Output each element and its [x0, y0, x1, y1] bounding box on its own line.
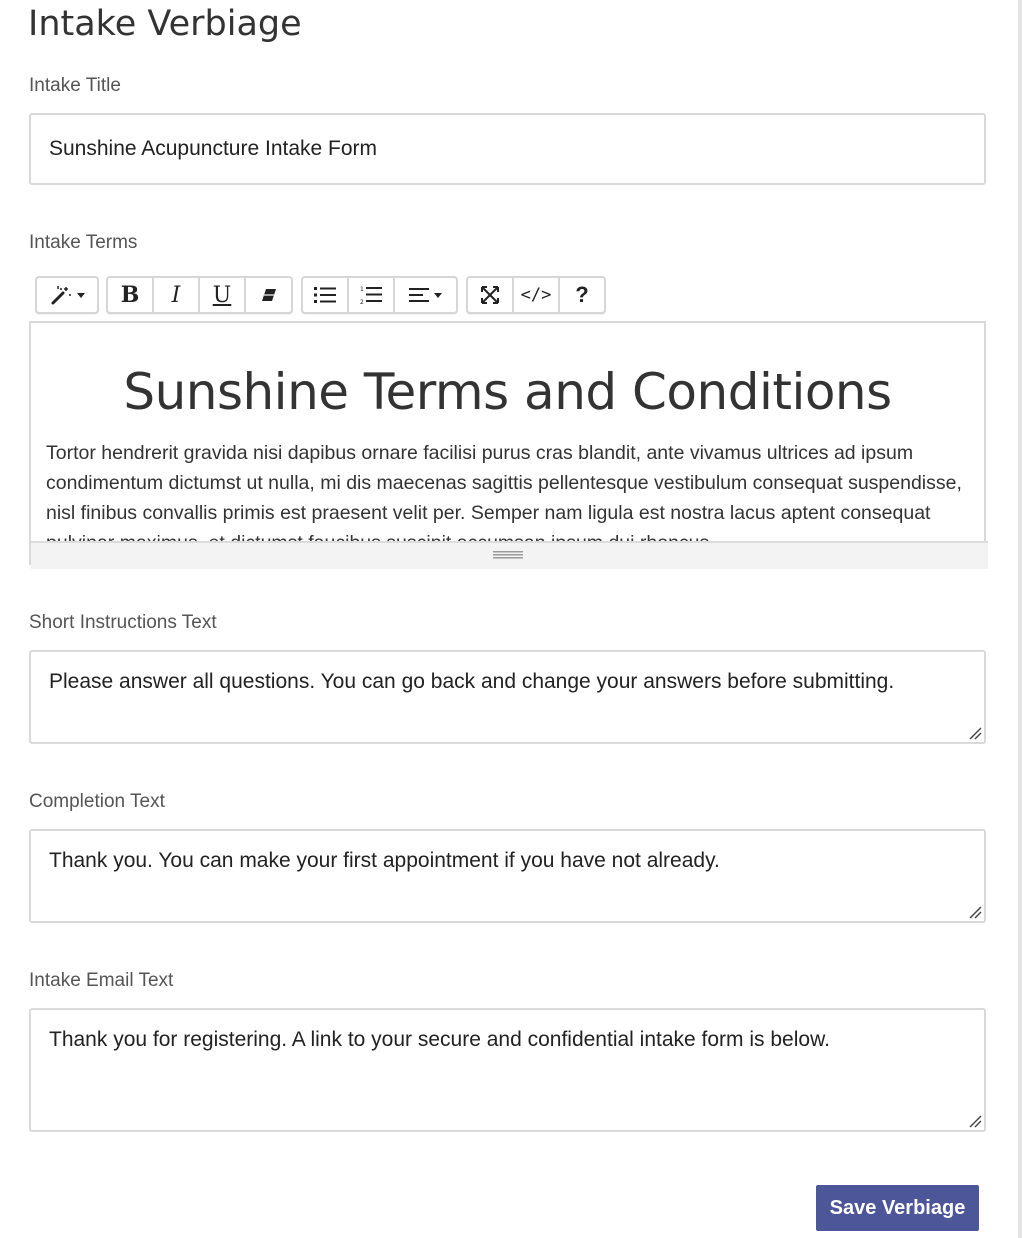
toolbar-group-paragraph — [301, 276, 458, 314]
svg-text:1: 1 — [360, 286, 364, 293]
short-instructions-value: Please answer all questions. You can go back and change your answers before submitting. — [49, 670, 895, 693]
page-right-border — [1018, 0, 1022, 1238]
align-icon — [409, 287, 429, 303]
bulleted-list-icon — [314, 286, 336, 304]
toolbar-group-misc — [466, 276, 606, 314]
style-dropdown-button[interactable] — [37, 278, 97, 312]
chevron-down-icon — [434, 293, 442, 298]
editor-heading: Sunshine Terms and Conditions — [123, 363, 892, 421]
svg-text:2: 2 — [360, 299, 364, 306]
chevron-down-icon — [77, 293, 85, 298]
numbered-list-button[interactable] — [349, 278, 395, 312]
magic-wand-icon — [50, 285, 72, 305]
completion-text-textarea[interactable] — [29, 829, 986, 923]
short-instructions-label: Short Instructions Text — [29, 612, 217, 633]
italic-icon: I — [171, 282, 181, 308]
fullscreen-button[interactable] — [468, 278, 514, 312]
code-view-button[interactable] — [514, 278, 560, 312]
intake-title-input[interactable]: Sunshine Acupuncture Intake Form — [29, 113, 986, 185]
editor-paragraph: Tortor hendrerit gravida nisi dapibus ornare facilisi purus cras blandit, ante vivamus ultrices ad ipsum condimentum dictumst ut nulla, mi dis maecenas sagittis pellentesque vestibulum consequat suspendisse, nisl finibus convallis primis est praesent velit per. Semper nam ligula est nostra lacus aptent consequat — [46, 442, 962, 524]
intake-title-label: Intake Title — [29, 75, 121, 96]
fullscreen-icon — [481, 286, 499, 304]
completion-text-value: Thank you. You can make your first appointment if you have not already. — [49, 849, 720, 872]
help-icon: ? — [575, 282, 589, 307]
italic-button[interactable] — [154, 278, 200, 312]
resize-grip-icon[interactable] — [968, 726, 982, 740]
intake-terms-editor[interactable] — [29, 321, 986, 565]
intake-email-text-label: Intake Email Text — [29, 970, 174, 991]
save-verbiage-button[interactable]: Save Verbiage — [816, 1185, 979, 1231]
code-view-icon: </> — [520, 285, 552, 305]
completion-text-label: Completion Text — [29, 791, 165, 812]
editor-content-area[interactable] — [31, 323, 984, 541]
intake-email-text-value: Thank you for registering. A link to your secure and confidential intake form is below. — [49, 1028, 830, 1051]
resize-grip-icon[interactable] — [968, 1114, 982, 1128]
eraser-icon — [260, 287, 278, 303]
intake-terms-label: Intake Terms — [29, 232, 138, 253]
numbered-list-icon — [360, 285, 382, 305]
toolbar-group-style — [35, 276, 99, 314]
align-dropdown-button[interactable] — [395, 278, 456, 312]
clear-format-button[interactable] — [246, 278, 291, 312]
resize-handle-icon — [493, 551, 523, 559]
underline-icon: U — [212, 282, 232, 308]
bulleted-list-button[interactable] — [303, 278, 349, 312]
underline-button[interactable] — [200, 278, 246, 312]
help-button[interactable] — [560, 278, 604, 312]
editor-resize-bar[interactable] — [31, 541, 988, 569]
toolbar-group-font — [106, 276, 293, 314]
page-title: Intake Verbiage — [28, 4, 302, 44]
bold-button[interactable] — [108, 278, 154, 312]
bold-icon: B — [120, 282, 140, 308]
intake-email-text-textarea[interactable] — [29, 1008, 986, 1132]
resize-grip-icon[interactable] — [968, 905, 982, 919]
short-instructions-textarea[interactable] — [29, 650, 986, 744]
